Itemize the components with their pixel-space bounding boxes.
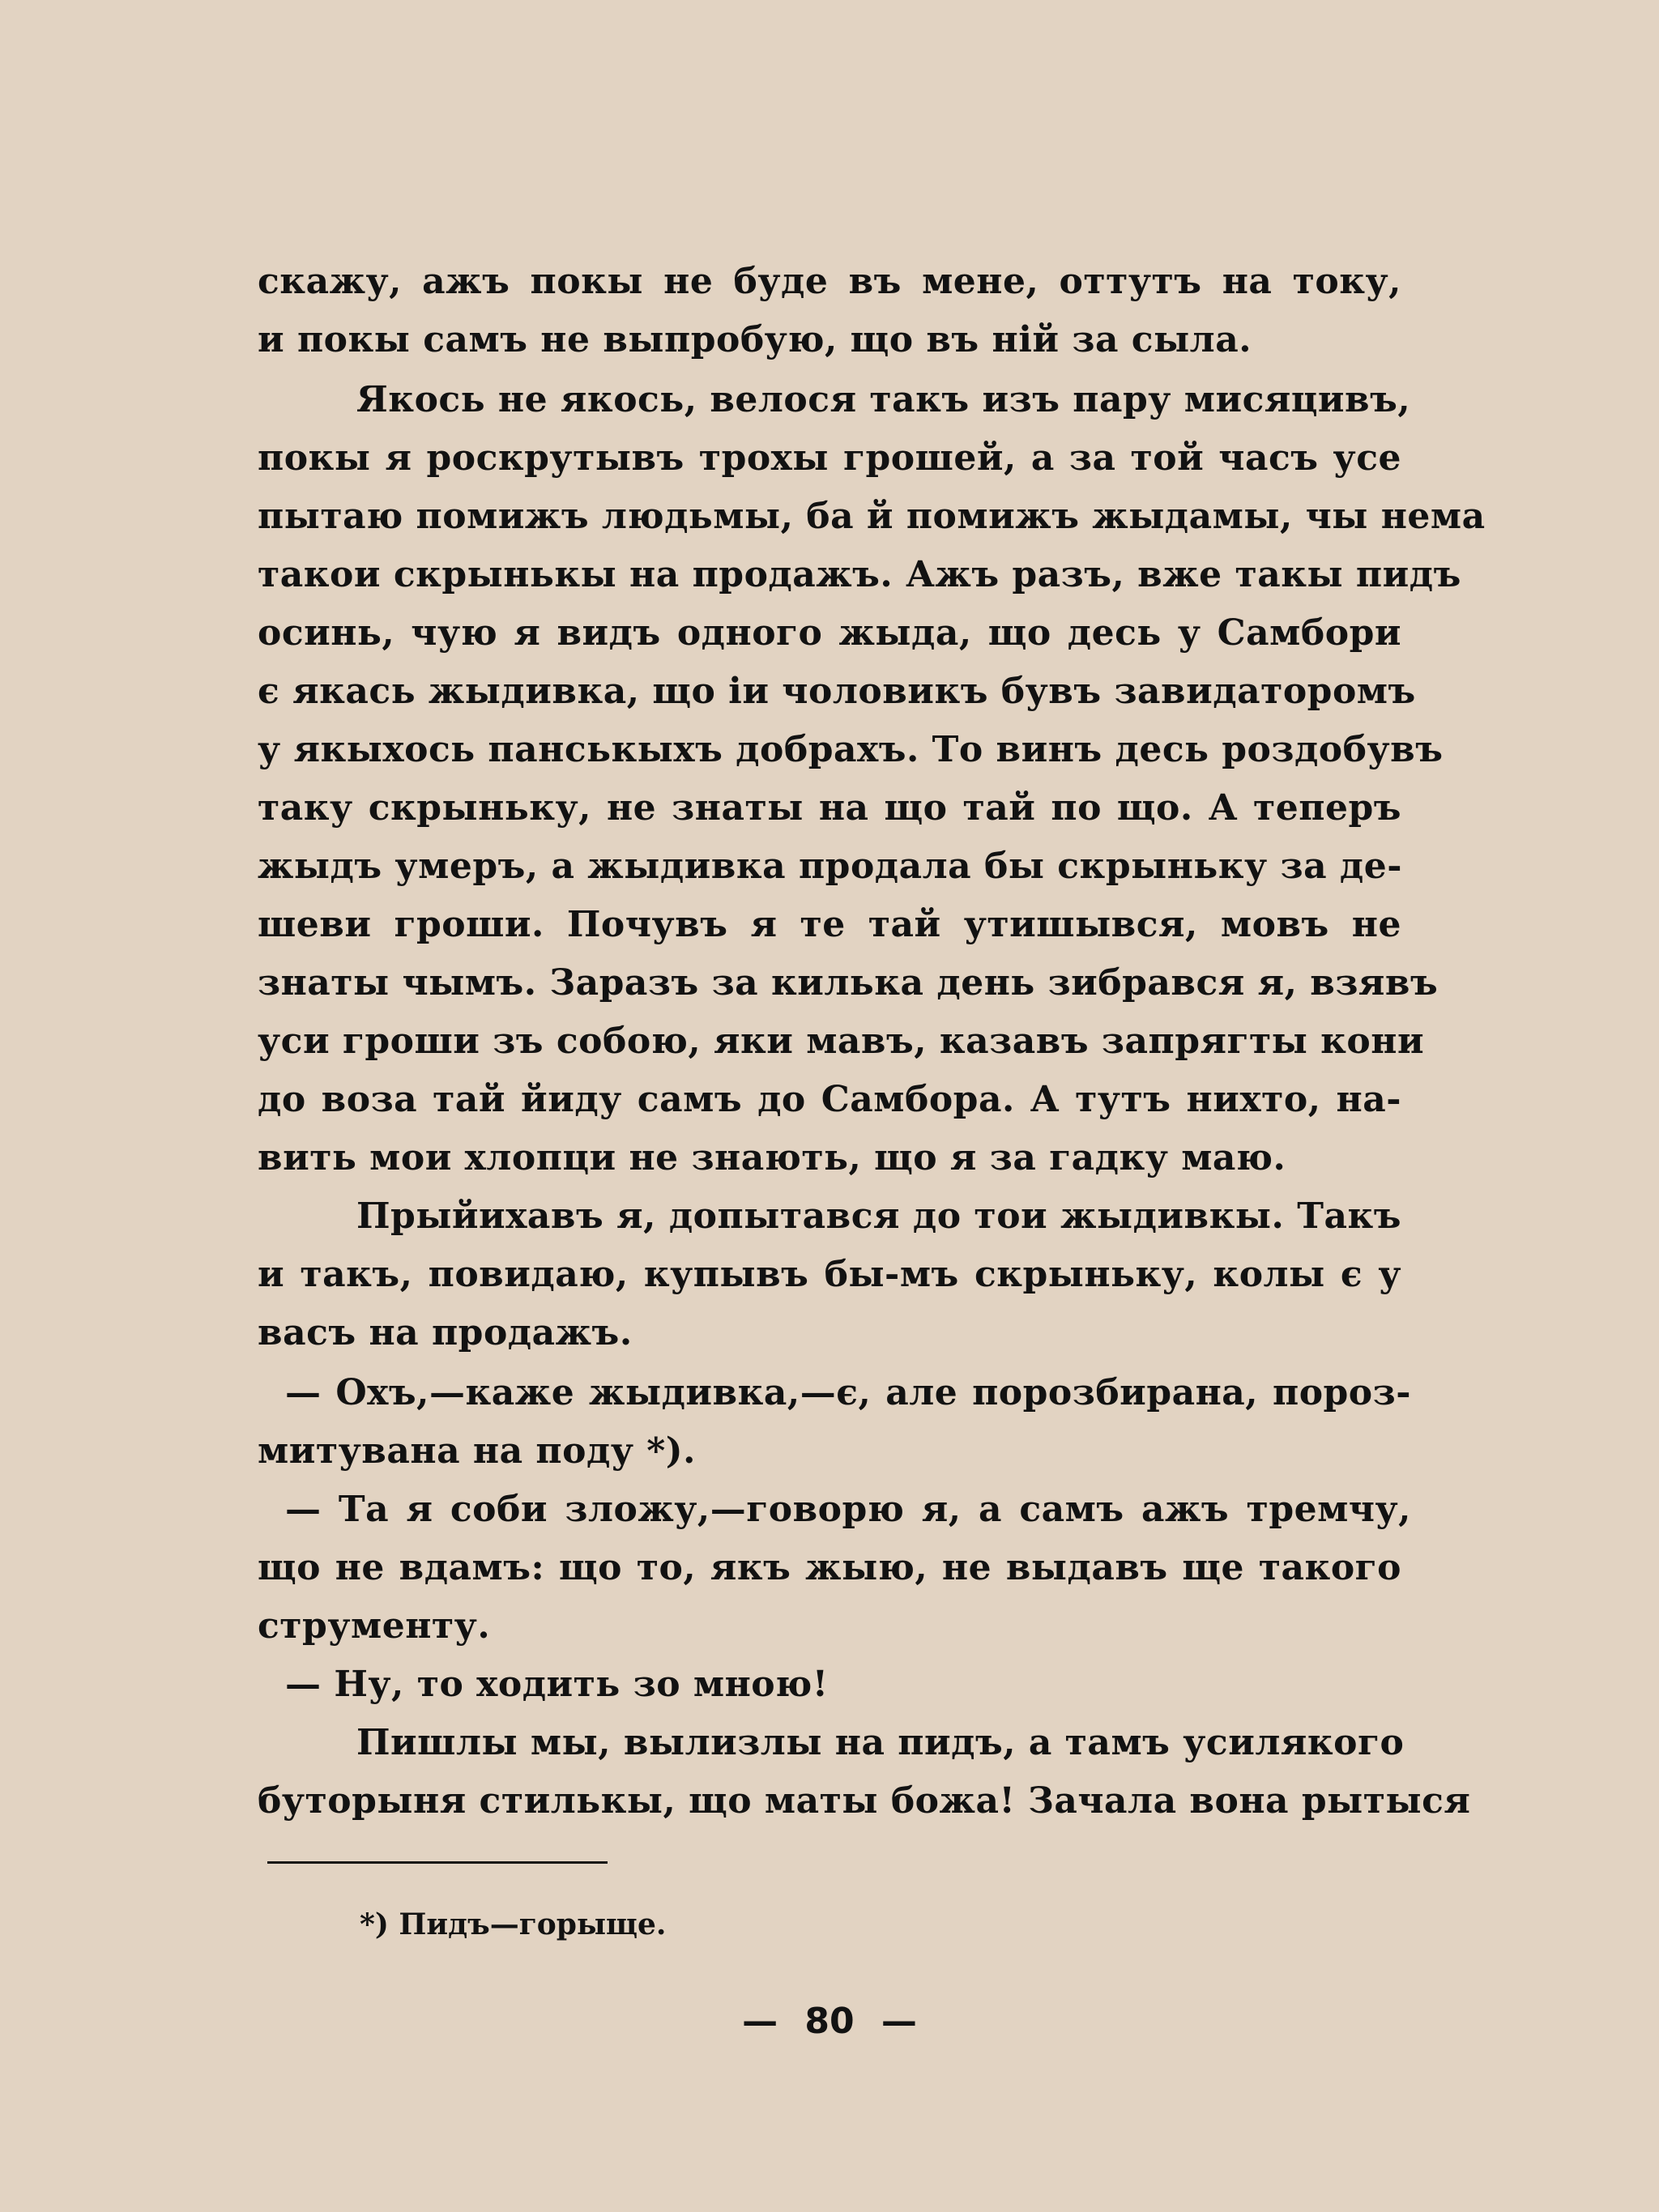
text-line: васъ на продажъ. [258,1312,633,1353]
text-line: є якась жыдивка, що іи чоловикъ бувъ завидаторомъ [258,671,1416,712]
dialogue-line: — Та я соби зложу,—говорю я, а самъ ажъ тремчу, [285,1489,1411,1530]
text-line: такои скрынькы на продажъ. Ажъ разъ, вже такы пидъ [258,554,1461,595]
text-line: и такъ, повидаю, купывъ бы-мъ скрыньку, колы є у [258,1254,1401,1295]
text-line: шеви гроши. Почувъ я те тай утишывся, мовъ не [258,904,1401,945]
footnote: *) Пидъ—горыще. [360,1907,667,1941]
text-line: скажу, ажъ покы не буде въ мене, оттутъ на току, [258,261,1401,302]
text-line: покы я роскрутывъ трохы грошей, а за той часъ усе [258,437,1401,479]
dialogue-line: — Ну, то ходить зо мною! [285,1664,829,1705]
text-line: Якось не якось, велося такъ изъ пару мисяцивъ, [356,379,1411,420]
text-line: и покы самъ не выпробую, що въ ній за сыла. [258,319,1252,360]
text-line: жыдъ умеръ, а жыдивка продала бы скрыньку за де- [258,846,1403,887]
text-line: вить мои хлопци не знають, що я за гадку маю. [258,1137,1286,1178]
footnote-divider [267,1861,608,1864]
text-line: митувана на поду *). [258,1430,696,1472]
text-line: у якыхось панськыхъ добрахъ. То винъ десь роздобувъ [258,729,1444,770]
text-line: струменту. [258,1605,491,1647]
text-line: Пишлы мы, вылизлы на пидъ, а тамъ усилякого [356,1722,1405,1763]
text-line: Прыйихавъ я, допытався до тои жыдивкы. Такъ [356,1196,1401,1237]
text-line: таку скрыньку, не знаты на що тай по що. А теперъ [258,787,1401,829]
text-line: що не вдамъ: що то, якъ жыю, не выдавъ ще такого [258,1547,1401,1588]
text-line: пытаю помижъ людьмы, ба й помижъ жыдамы, чы нема [258,496,1486,537]
page-number: — 80 — [742,2001,917,2042]
text-line: буторыня стилькы, що маты божа! Зачала вона рытыся [258,1780,1471,1822]
text-line: знаты чымъ. Заразъ за килька день зибрався я, взявъ [258,962,1439,1004]
text-line: до воза тай йиду самъ до Самбора. А тутъ нихто, на- [258,1079,1401,1120]
text-line: осинь, чую я видъ одного жыда, що десь у Самбори [258,612,1401,654]
text-line: уси гроши зъ собою, яки мавъ, казавъ запрягты кони [258,1021,1425,1062]
dialogue-line: — Охъ,—каже жыдивка,—є, але порозбирана, пороз- [285,1372,1411,1413]
